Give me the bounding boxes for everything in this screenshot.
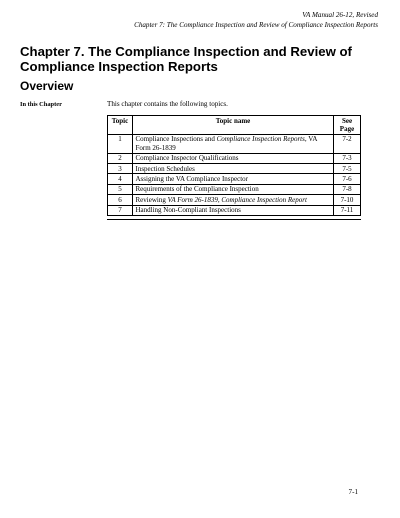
header-manual-title: VA Manual 26-12, Revised (302, 11, 378, 19)
table-row (108, 153, 361, 163)
table-row (108, 184, 361, 194)
table-row (108, 174, 361, 184)
header-chapter-title: Chapter 7: The Compliance Inspection and Review of Compliance Inspection Reports (134, 21, 378, 29)
topics-table (107, 115, 361, 216)
see-page: 7-6 (334, 174, 361, 184)
topic-name (133, 184, 334, 194)
topic-number: 2 (108, 153, 133, 163)
see-page: 7-3 (334, 153, 361, 163)
section-heading: Overview (20, 79, 74, 93)
column-header-topic: Topic (108, 116, 133, 135)
topic-number: 4 (108, 174, 133, 184)
topic-name (133, 134, 334, 153)
chapter-title: Chapter 7. The Compliance Inspection and Review of Compliance Inspection Reports (20, 44, 352, 74)
topic-name (133, 153, 334, 163)
topic-number: 3 (108, 164, 133, 174)
topic-name-text: VA Form 26-1839 (135, 135, 318, 152)
running-header (134, 10, 378, 30)
see-page: 7-11 (334, 205, 361, 215)
topic-number: 7 (108, 205, 133, 215)
see-page: 7-2 (334, 134, 361, 153)
table-row (108, 195, 361, 205)
topic-number: 6 (108, 195, 133, 205)
table-row (108, 164, 361, 174)
table-row (108, 134, 361, 153)
topic-name-text: Reviewing (135, 195, 168, 204)
page-number: 7-1 (348, 488, 358, 496)
topic-number: 1 (108, 134, 133, 153)
topic-name-italic: VA Form 26-1839, Compliance Inspection Report (167, 195, 307, 204)
topic-name-text: Assigning the VA Compliance Inspector (135, 174, 249, 183)
table-body (108, 134, 361, 215)
see-page: 7-5 (334, 164, 361, 174)
divider-line (107, 219, 361, 220)
table-row (108, 205, 361, 215)
topic-name-italic: Compliance Inspection Reports, (216, 135, 307, 144)
topic-name-text: Compliance Inspector Qualifications (135, 154, 239, 163)
topic-name (133, 195, 334, 205)
topic-name-text: Compliance Inspections and (135, 135, 217, 144)
in-this-chapter-label: In this Chapter (20, 101, 62, 108)
topic-name-text: Requirements of the Compliance Inspection (135, 185, 259, 194)
column-header-topic-name: Topic name (133, 116, 334, 135)
topic-name-text: Inspection Schedules (135, 164, 195, 173)
topic-name (133, 164, 334, 174)
table-header-row (108, 116, 361, 135)
topic-name (133, 174, 334, 184)
topic-name-text: Handling Non-Compliant Inspections (135, 206, 241, 215)
see-page: 7-8 (334, 184, 361, 194)
topic-number: 5 (108, 184, 133, 194)
see-page: 7-10 (334, 195, 361, 205)
column-header-see-page: See Page (334, 116, 361, 135)
topic-name (133, 205, 334, 215)
intro-text: This chapter contains the following topics. (107, 100, 228, 108)
